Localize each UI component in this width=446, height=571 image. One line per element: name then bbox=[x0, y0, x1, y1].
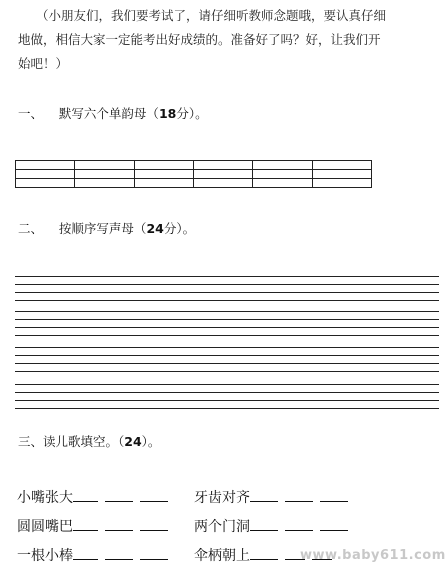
answer-blank[interactable] bbox=[140, 487, 168, 502]
grid-cell[interactable] bbox=[253, 170, 312, 179]
grid-cell[interactable] bbox=[75, 179, 134, 188]
site-watermark: www.baby611.com bbox=[300, 548, 446, 563]
rhyme-row bbox=[17, 487, 175, 507]
writing-line bbox=[15, 363, 439, 364]
answer-blank[interactable] bbox=[250, 516, 278, 531]
answer-blank[interactable] bbox=[250, 487, 278, 502]
rhyme-row bbox=[194, 487, 355, 507]
writing-line bbox=[15, 284, 439, 285]
writing-line bbox=[15, 300, 439, 301]
answer-blank[interactable] bbox=[140, 545, 168, 560]
section-suffix: 分）。 bbox=[176, 106, 208, 121]
grid-cell[interactable] bbox=[193, 161, 252, 170]
answer-blank[interactable] bbox=[140, 516, 168, 531]
rhyme-row bbox=[17, 516, 175, 536]
section-2-heading bbox=[18, 219, 195, 237]
answer-blank[interactable] bbox=[73, 487, 98, 502]
intro-line: （小朋友们，我们要考试了，请仔细听教师念题哦，要认真仔细 bbox=[36, 8, 387, 23]
grid-cell[interactable] bbox=[193, 170, 252, 179]
intro-line: 始吧！） bbox=[18, 56, 69, 71]
answer-blank[interactable] bbox=[320, 516, 348, 531]
rhyme-left-text: 圆圆嘴巴 bbox=[17, 519, 73, 535]
grid-cell[interactable] bbox=[193, 179, 252, 188]
answer-blank[interactable] bbox=[250, 545, 278, 560]
grid-cell[interactable] bbox=[134, 170, 193, 179]
answer-blank[interactable] bbox=[285, 487, 313, 502]
writing-line bbox=[15, 327, 439, 328]
section-3-heading bbox=[18, 432, 160, 450]
writing-line bbox=[15, 371, 439, 372]
rhyme-left-text: 小嘴张大 bbox=[17, 490, 73, 506]
grid-cell[interactable] bbox=[134, 179, 193, 188]
grid-cell[interactable] bbox=[253, 161, 312, 170]
grid-cell[interactable] bbox=[16, 170, 75, 179]
section-points: 18 bbox=[158, 106, 177, 121]
writing-line bbox=[15, 400, 439, 401]
grid-cell[interactable] bbox=[16, 179, 75, 188]
rhyme-right-text: 两个门洞 bbox=[194, 519, 250, 535]
section-text: 按顺序写声母（ bbox=[58, 221, 147, 236]
rhyme-right-text: 伞柄朝上 bbox=[194, 548, 250, 564]
rhyme-left-text: 一根小棒 bbox=[17, 548, 73, 564]
section-number: 二、 bbox=[18, 221, 44, 236]
grid-cell[interactable] bbox=[253, 179, 312, 188]
writing-line bbox=[15, 408, 439, 409]
section-suffix: ）。 bbox=[141, 434, 161, 449]
writing-line bbox=[15, 384, 439, 385]
writing-line bbox=[15, 335, 439, 336]
answer-blank[interactable] bbox=[105, 545, 133, 560]
grid-cell[interactable] bbox=[312, 161, 371, 170]
writing-line bbox=[15, 355, 439, 356]
answer-blank[interactable] bbox=[320, 487, 348, 502]
writing-line bbox=[15, 319, 439, 320]
section-points: 24 bbox=[124, 434, 142, 449]
answer-blank[interactable] bbox=[105, 487, 133, 502]
grid-cell[interactable] bbox=[16, 161, 75, 170]
answer-blank[interactable] bbox=[73, 516, 98, 531]
writing-line bbox=[15, 392, 439, 393]
rhyme-row bbox=[17, 545, 175, 565]
grid-cell[interactable] bbox=[312, 170, 371, 179]
intro-paragraph bbox=[18, 4, 386, 76]
answer-blank[interactable] bbox=[73, 545, 98, 560]
section-1-heading bbox=[18, 104, 208, 122]
rhyme-row bbox=[194, 516, 355, 536]
answer-blank[interactable] bbox=[285, 516, 313, 531]
grid-cell[interactable] bbox=[75, 170, 134, 179]
writing-line bbox=[15, 311, 439, 312]
section-text: 默写六个单韵母（ bbox=[58, 106, 159, 121]
grid-cell[interactable] bbox=[134, 161, 193, 170]
section-text: 三、读儿歌填空。（ bbox=[18, 434, 125, 449]
writing-line bbox=[15, 347, 439, 348]
grid-cell[interactable] bbox=[75, 161, 134, 170]
grid-cell[interactable] bbox=[312, 179, 371, 188]
section-suffix: 分）。 bbox=[163, 221, 196, 236]
intro-line: 地做，相信大家一定能考出好成绩的。准备好了吗？好，让我们开 bbox=[18, 32, 381, 47]
section-points: 24 bbox=[146, 221, 164, 236]
answer-blank[interactable] bbox=[105, 516, 133, 531]
writing-line bbox=[15, 292, 439, 293]
section-number: 一、 bbox=[18, 106, 44, 121]
vowel-answer-grid bbox=[15, 160, 372, 188]
writing-line bbox=[15, 276, 439, 277]
rhyme-right-text: 牙齿对齐 bbox=[194, 490, 250, 506]
